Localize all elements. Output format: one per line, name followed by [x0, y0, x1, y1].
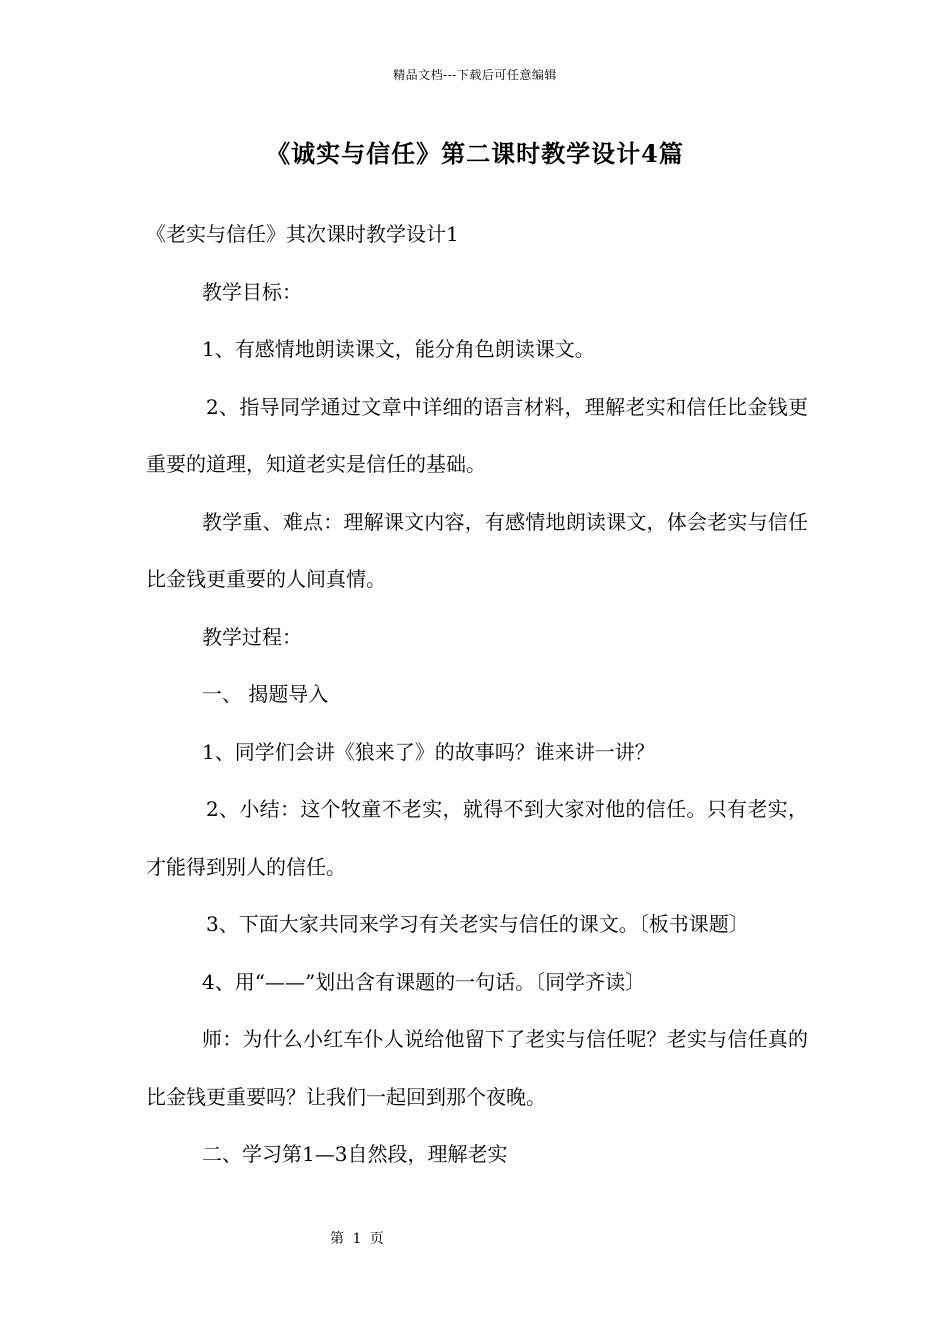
paragraph-item-4: 4、用“——”划出含有课题的一句话。〔同学齐读〕: [202, 969, 646, 994]
section-heading: 《老实与信任》其次课时教学设计1: [146, 222, 459, 246]
header-note: 精品文档---下载后可任意编辑: [393, 68, 557, 82]
paragraph-teaching-process: 教学过程：: [202, 624, 302, 649]
page-number: 第 1 页: [330, 1231, 386, 1247]
paragraph-item-3: 3、下面大家共同来学习有关老实与信任的课文。〔板书课题〕: [206, 912, 749, 936]
paragraph-step-one: 一、 揭题导入: [202, 682, 329, 706]
paragraph-step-two: 二、学习第1—3自然段，理解老实: [202, 1142, 508, 1166]
document-title: 《诚实与信任》第二课时教学设计4篇: [266, 139, 684, 168]
paragraph-goal-1: 1、有感情地朗读课文，能分角色朗读课文。: [202, 337, 595, 361]
document-body: [146, 206, 808, 1184]
paragraph-item-1: 1、同学们会讲《狼来了》的故事吗？谁来讲一讲？: [202, 739, 655, 764]
paragraph-teacher: 师：为什么小红车仆人说给他留下了老实与信任呢？老实与信任真的比金钱更重要吗？让我们一起回到那个夜晚。: [146, 1027, 808, 1109]
paragraph-teaching-goals: 教学目标：: [202, 279, 302, 304]
paragraph-key-points: 教学重、难点：理解课文内容，有感情地朗读课文，体会老实与信任比金钱更重要的人间真情。: [146, 509, 808, 591]
paragraph-goal-2: 2、指导同学通过文章中详细的语言材料，理解老实和信任比金钱更重要的道理，知道老实是信任的基础。: [146, 394, 808, 476]
paragraph-item-2: 2、小结：这个牧童不老实，就得不到大家对他的信任。只有老实，才能得到别人的信任。: [146, 797, 808, 879]
